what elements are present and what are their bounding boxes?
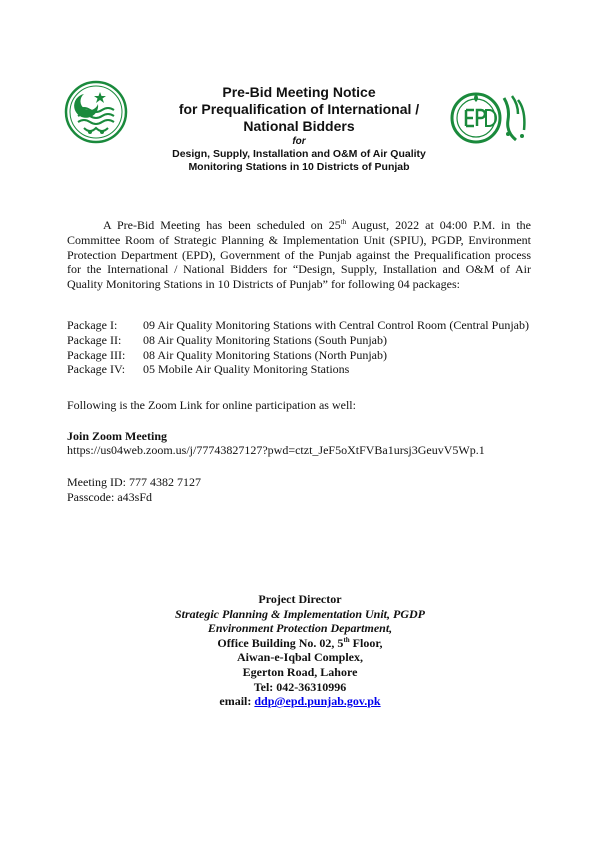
meeting-id: Meeting ID: 777 4382 7127 <box>67 475 201 489</box>
office-address <box>150 636 450 651</box>
package-description: 08 Air Quality Monitoring Stations (South Punjab) <box>143 332 388 347</box>
office-complex: Aiwan-e-Iqbal Complex, <box>236 650 363 665</box>
zoom-meeting-link[interactable]: https://us04web.zoom.us/j/77743827127?pwd=ctzt_JeF5oXtFVBa1ursj3GeuvV5Wp.1 <box>67 443 485 457</box>
package-row <box>67 333 531 348</box>
signatory-unit: Strategic Planning & Implementation Unit, PGDP <box>174 606 426 621</box>
notice-title-line-1: Pre-Bid Meeting Notice <box>222 84 376 100</box>
office-address-part-1: Office Building No. 02, 5 <box>217 635 344 650</box>
email-label: email: <box>219 694 255 709</box>
meeting-paragraph <box>67 218 531 292</box>
floor-ordinal-suffix: th <box>343 635 350 644</box>
meeting-passcode: Passcode: a43sFd <box>67 489 152 504</box>
date-ordinal-suffix: th <box>340 218 347 226</box>
meeting-paragraph-part-2: August, 2022 at 04:00 P.M. in the Committee Room of Strategic Planning & Implementation Unit (SPIU), PGDP, Environment Protection Department (EPD), Government of the Punjab against the Prequalification process for the International / National Bidders for “Design, Supply, Installation and O&M of Air Quality Monitoring Stations in 10 Districts of Punjab” for following 04 packages: <box>67 218 531 292</box>
package-row <box>67 362 531 377</box>
zoom-heading: Join Zoom Meeting <box>67 429 167 443</box>
packages-list <box>67 318 531 377</box>
office-telephone: Tel: 042-36310996 <box>253 679 347 694</box>
office-email-line <box>150 694 450 709</box>
package-label: Package II: <box>67 332 122 347</box>
notice-subtitle: Design, Supply, Installation and O&M of Air Quality Monitoring Stations in 10 Districts of Punjab <box>172 148 426 173</box>
email-link[interactable]: ddp@epd.punjab.gov.pk <box>254 694 381 709</box>
package-label: Package I: <box>67 318 118 332</box>
package-row <box>67 318 531 333</box>
package-description: 09 Air Quality Monitoring Stations with Central Control Room (Central Punjab) <box>143 318 529 332</box>
zoom-intro-text: Following is the Zoom Link for online participation as well: <box>67 398 356 412</box>
office-address-part-2: Floor, <box>349 635 383 650</box>
package-label: Package III: <box>67 347 126 362</box>
notice-title-line-2: for Prequalification of International / <box>178 101 420 117</box>
notice-title-line-3: National Bidders <box>243 118 355 134</box>
package-description: 05 Mobile Air Quality Monitoring Stations <box>143 362 350 377</box>
punjab-government-logo <box>64 80 128 144</box>
signatory-department: Environment Protection Department, <box>207 621 393 636</box>
notice-header <box>150 84 448 174</box>
meeting-credentials <box>67 475 531 505</box>
signature-block <box>150 592 450 709</box>
epd-logo <box>448 90 530 146</box>
meeting-paragraph-part-1: A Pre-Bid Meeting has been scheduled on 25 <box>103 218 341 232</box>
package-row <box>67 348 531 363</box>
office-road: Egerton Road, Lahore <box>242 664 358 679</box>
notice-for-label: for <box>292 136 306 147</box>
signatory-title: Project Director <box>258 592 342 606</box>
package-description: 08 Air Quality Monitoring Stations (North Punjab) <box>143 347 387 362</box>
package-label: Package IV: <box>67 362 126 377</box>
